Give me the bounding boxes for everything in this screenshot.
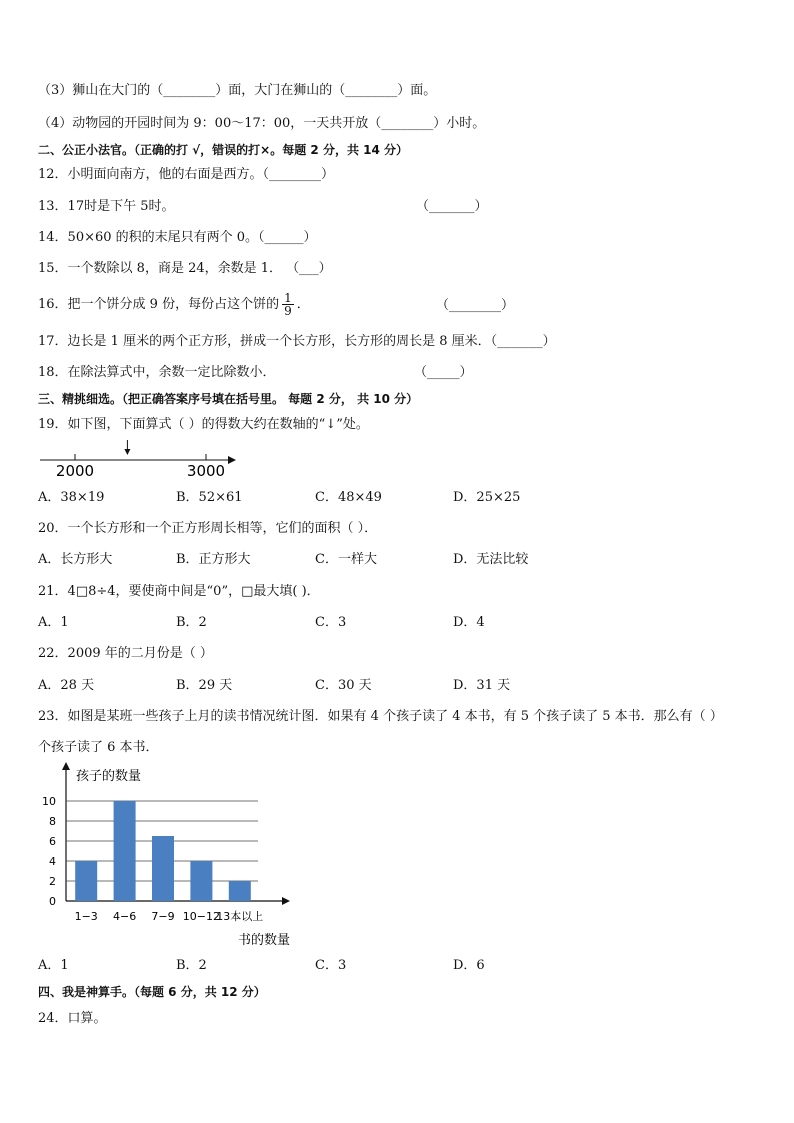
section-4-heading: 四、我是神算手。（每题 6 分，共 12 分）	[38, 985, 266, 999]
q22-option-c[interactable]: C．30 天	[315, 678, 372, 693]
x-tick-label-2: 4−6	[112, 910, 137, 923]
line-q22: 22．2009 年的二月份是（ ）	[38, 646, 213, 661]
y-tick-label-10: 10	[42, 795, 56, 808]
q23-option-d[interactable]: D．6	[453, 958, 485, 973]
line-q20: 20．一个长方形和一个正方形周长相等，它们的面积（ ）．	[38, 521, 378, 536]
q23-option-c[interactable]: C．3	[315, 958, 347, 973]
line-q14: 14．50×60 的积的末尾只有两个 0。（______）	[38, 230, 317, 245]
y-tick-label-8: 8	[49, 815, 56, 828]
q16-answer-blank[interactable]: （________）	[436, 298, 515, 313]
q22-option-d[interactable]: D．31 天	[453, 678, 511, 693]
q19-option-a[interactable]: A．38×19	[38, 490, 105, 505]
x-tick-label-4: 10−12	[182, 910, 221, 923]
y-tick-label-6: 6	[49, 835, 56, 848]
y-tick-label-4: 4	[49, 855, 56, 868]
tick-label-2000: 2000	[55, 462, 95, 480]
fraction-denominator: 9	[284, 304, 292, 318]
q23-option-b[interactable]: B．2	[176, 958, 207, 973]
line-q17: 17．边长是 1 厘米的两个正方形，拼成一个长方形，长方形的周长是 8 厘米．（_______）	[38, 334, 556, 349]
line-q13: 13．17时是下午 5时。	[38, 199, 175, 214]
reading-bar-chart	[36, 760, 316, 952]
q19-option-c[interactable]: C．48×49	[315, 490, 382, 505]
line-q24: 24．口算。	[38, 1011, 107, 1026]
fraction-numerator: 1	[284, 291, 292, 305]
section-2-heading: 二、公正小法官。（正确的打 √，错误的打×。每题 2 分，共 14 分）	[38, 143, 408, 157]
x-tick-label-3: 7−9	[151, 910, 175, 923]
q21-option-c[interactable]: C．3	[315, 615, 347, 630]
line-q4: （4）动物园的开园时间为 9：00～17：00，一天共开放（________）小时。	[38, 116, 486, 131]
q20-option-d[interactable]: D．无法比较	[453, 552, 529, 567]
q16-text: 16．把一个饼分成 9 份，每份占这个饼的	[38, 297, 280, 312]
q21-option-d[interactable]: D．4	[453, 615, 485, 630]
x-axis-arrowhead	[282, 897, 290, 905]
q21-option-a[interactable]: A．1	[38, 615, 69, 630]
line-q18: 18．在除法算式中，余数一定比除数小．	[38, 365, 276, 380]
bar-3	[152, 836, 174, 901]
fraction-one-ninth	[282, 292, 294, 317]
line-q23-cont: 个孩子读了 6 本书．	[38, 740, 159, 755]
x-tick-label-5: 13本以上	[216, 910, 264, 923]
q20-option-b[interactable]: B．正方形大	[176, 552, 251, 567]
y-axis-arrowhead	[62, 762, 70, 770]
down-arrow-icon	[124, 449, 130, 455]
line-q15: 15．一个数除以 8，商是 24，余数是 1． （___）	[38, 261, 332, 276]
line-q16	[38, 288, 310, 322]
line-q3: （3）狮山在大门的（________）面，大门在狮山的（________）面。	[38, 83, 437, 98]
q20-option-a[interactable]: A．长方形大	[38, 552, 113, 567]
number-line	[38, 440, 238, 480]
line-q19: 19．如下图，下面算式（ ）的得数大约在数轴的“↓”处。	[38, 417, 369, 432]
bar-1	[75, 861, 97, 901]
y-tick-label-2: 2	[49, 875, 56, 888]
q23-option-a[interactable]: A．1	[38, 958, 69, 973]
tick-label-3000: 3000	[186, 462, 226, 480]
line-q12: 12．小明面向南方，他的右面是西方。（________）	[38, 167, 335, 182]
q13-answer-blank[interactable]: （_______）	[416, 199, 488, 214]
x-tick-label-1: 1−3	[74, 910, 98, 923]
x-axis-label: 书的数量	[238, 933, 291, 948]
q18-answer-blank[interactable]: （_____）	[414, 365, 473, 380]
y-axis-label: 孩子的数量	[76, 769, 142, 784]
bar-5	[229, 881, 251, 901]
bar-4	[190, 861, 212, 901]
y-tick-label-0: 0	[49, 895, 56, 908]
q22-option-a[interactable]: A．28 天	[38, 678, 95, 693]
q19-option-d[interactable]: D．25×25	[453, 490, 521, 505]
number-line-arrowhead	[228, 456, 236, 464]
line-q23: 23．如图是某班一些孩子上月的读书情况统计图．如果有 4 个孩子读了 4 本书，有 5 个孩子读了 5 本书．那么有（ ）	[38, 709, 723, 724]
q20-option-c[interactable]: C．一样大	[315, 552, 377, 567]
section-3-heading: 三、精挑细选。（把正确答案序号填在括号里。 每题 2 分， 共 10 分）	[38, 392, 419, 406]
q16-period: ．	[296, 297, 310, 312]
q22-option-b[interactable]: B．29 天	[176, 678, 233, 693]
line-q21: 21．4□8÷4，要使商中间是“0”，□最大填( )．	[38, 584, 320, 599]
bar-2	[114, 801, 136, 901]
q19-option-b[interactable]: B．52×61	[176, 490, 243, 505]
q21-option-b[interactable]: B．2	[176, 615, 207, 630]
